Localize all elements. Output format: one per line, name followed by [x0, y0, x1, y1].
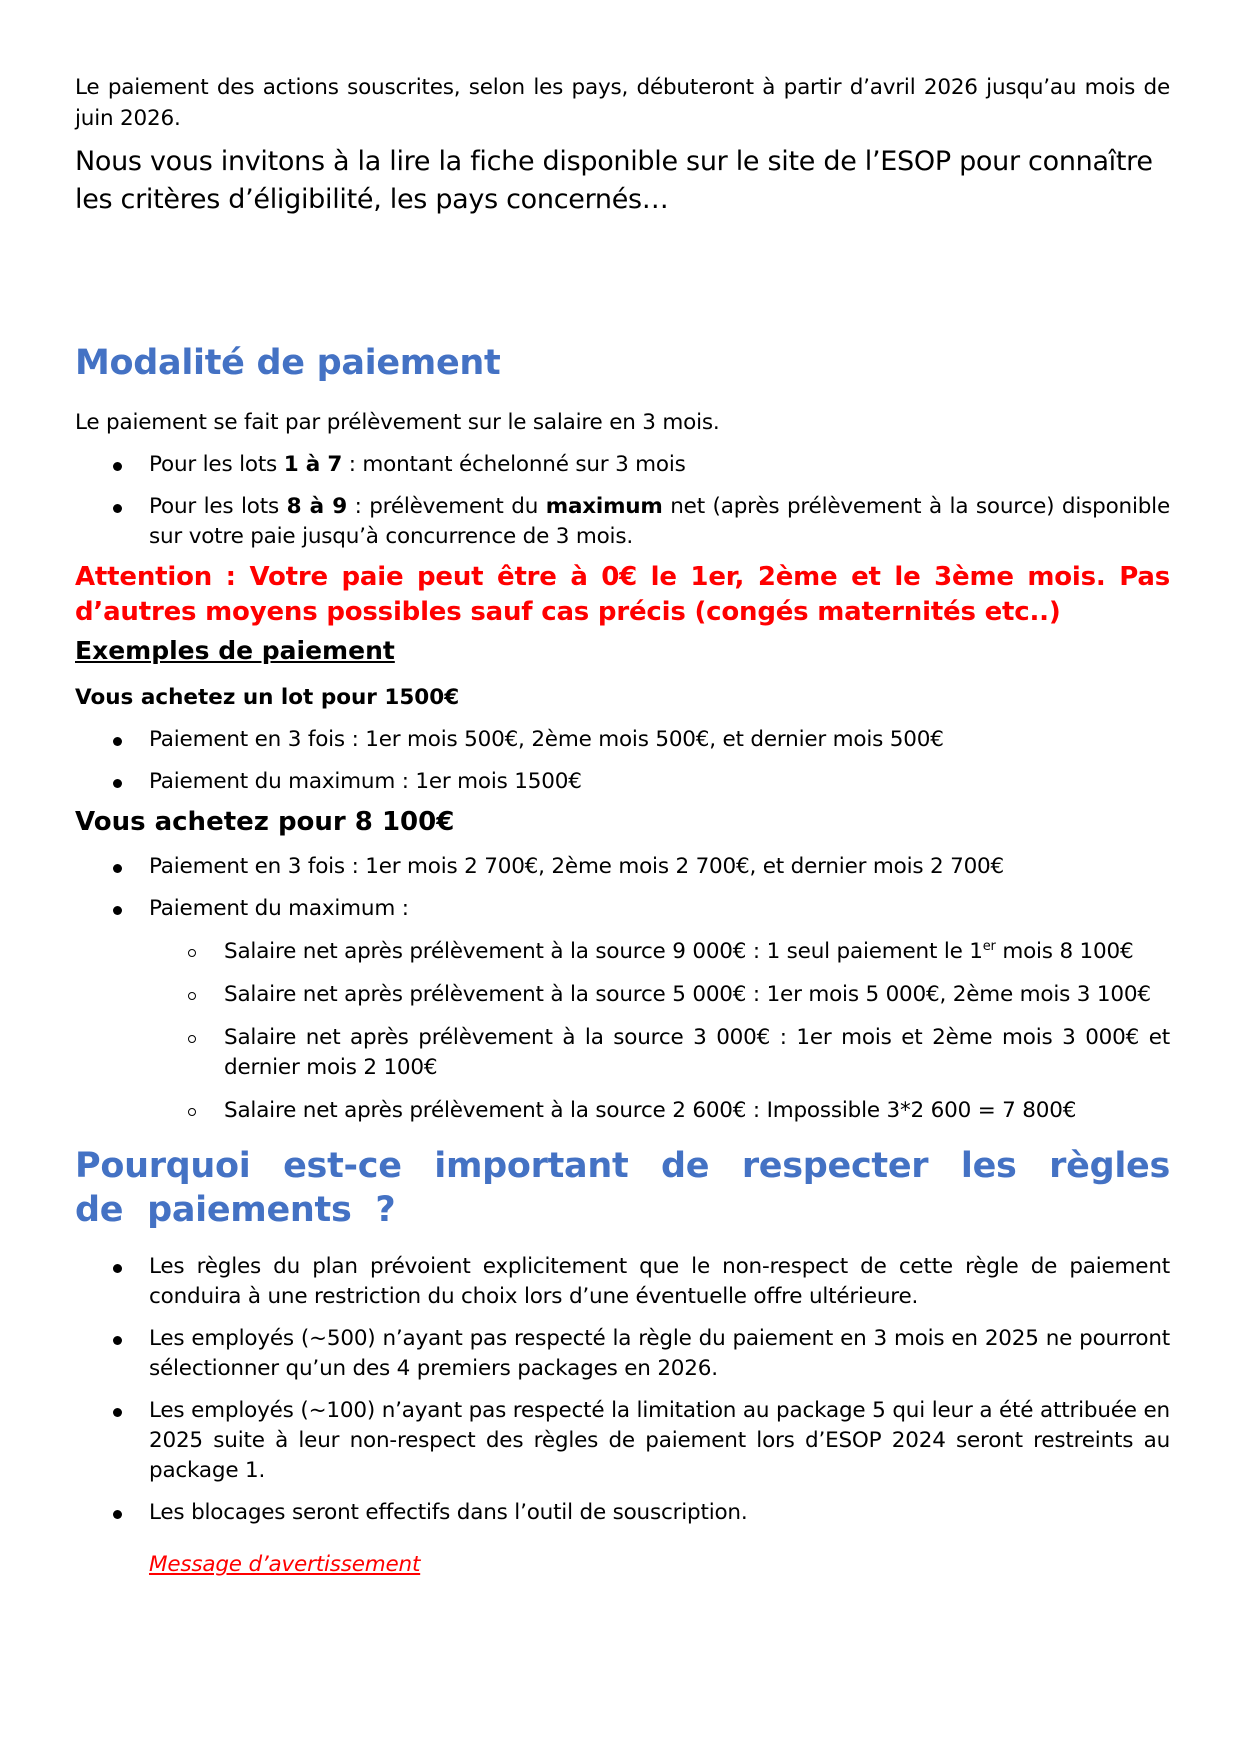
bullet-icon: [113, 864, 122, 873]
list-item: [75, 1396, 1170, 1486]
examples-title: Exemples de paiement: [75, 636, 395, 665]
bullet-icon: [113, 737, 122, 746]
bullet-text: : montant échelonné sur 3 mois: [342, 452, 686, 477]
bullet-icon: [113, 779, 122, 788]
bullet-text: Salaire net après prélèvement à la source 5 000€ : 1er mois 5 000€, 2ème mois 3 100€: [224, 982, 1151, 1007]
bullet-icon: [113, 906, 122, 915]
intro-paragraph: Le paiement des actions souscrites, selon les pays, débuteront à partir d’avril 2026 jusqu’au mois de juin 2026.: [75, 75, 1170, 131]
bullet-icon: [113, 1336, 122, 1345]
bullet-bold-text: 8 à 9: [286, 494, 347, 519]
bullet-text: Pour les lots: [149, 494, 287, 519]
bullet-text: net (après prélèvement à la source) disponible sur votre paie jusqu’à concurrence de 3 mois.: [149, 494, 1170, 549]
bullet-text: Les employés (~100) n’ayant pas respecté la limitation au package 5 qui leur a été attribuée en 2025 suite à leur non-respect des règles de paiement lors d’ESOP 2024 seront restreints au package 1.: [149, 1398, 1170, 1483]
bullet-icon: [113, 462, 122, 471]
superscript: er: [982, 938, 996, 954]
circle-bullet-icon: [188, 949, 196, 957]
bullet-icon: [113, 1264, 122, 1273]
example-case1-list: [75, 725, 1170, 797]
bullet-text: Paiement en 3 fois : 1er mois 2 700€, 2ème mois 2 700€, et dernier mois 2 700€: [149, 854, 1005, 879]
bullet-text: Paiement du maximum : 1er mois 1500€: [149, 769, 582, 794]
circle-bullet-icon: [188, 992, 196, 1000]
list-item: [75, 450, 1170, 480]
example-case1-title: Vous achetez un lot pour 1500€: [75, 685, 460, 710]
bullet-text: Les règles du plan prévoient explicitement que le non-respect de cette règle de paiement conduira à une restriction du choix lors d’une éventuelle offre ultérieure.: [149, 1254, 1170, 1309]
sub-list-item: [75, 1096, 1170, 1126]
bullet-bold-text: 1 à 7: [283, 452, 343, 477]
circle-bullet-icon: [188, 1108, 196, 1116]
bullet-text: Paiement du maximum :: [149, 896, 409, 921]
list-item: [75, 492, 1170, 552]
bullet-text: mois 8 100€: [995, 939, 1134, 964]
list-item: [75, 852, 1170, 882]
list-item: [75, 1498, 1170, 1528]
section-title-pourquoi: Pourquoi est-ce important de respecter les règles de paiements ?: [75, 1146, 1170, 1230]
list-item: [75, 767, 1170, 797]
pourquoi-bullet-list: [75, 1252, 1170, 1528]
bullet-text: Salaire net après prélèvement à la source 3 000€ : 1er mois et 2ème mois 3 000€ et dernier mois 2 100€: [224, 1025, 1170, 1080]
bullet-text: Salaire net après prélèvement à la source 9 000€ : 1 seul paiement le 1: [224, 939, 983, 964]
example-case2-title: Vous achetez pour 8 100€: [75, 807, 455, 837]
bullet-text: Salaire net après prélèvement à la source 2 600€ : Impossible 3*2 600 = 7 800€: [224, 1098, 1077, 1123]
bullet-bold-text: maximum: [545, 494, 663, 519]
document-page: [75, 72, 1170, 1580]
sub-list-item: [75, 1023, 1170, 1083]
invite-paragraph: Nous vous invitons à la lire la fiche disponible sur le site de l’ESOP pour connaître les critères d’éligibilité, les pays concernés…: [75, 146, 1153, 215]
modalite-intro: Le paiement se fait par prélèvement sur le salaire en 3 mois.: [75, 410, 720, 435]
bullet-icon: [113, 1408, 122, 1417]
attention-warning: Attention : Votre paie peut être à 0€ le 1er, 2ème et le 3ème mois. Pas d’autres moyens possibles sauf cas précis (congés maternités etc..): [75, 562, 1170, 627]
bullet-text: : prélèvement du: [346, 494, 546, 519]
list-item: [75, 725, 1170, 755]
list-item: [75, 1252, 1170, 1312]
example-case2-list: [75, 852, 1170, 1126]
circle-bullet-icon: [188, 1035, 196, 1043]
bullet-text: Les employés (~500) n’ayant pas respecté la règle du paiement en 3 mois en 2025 ne pourront sélectionner qu’un des 4 premiers packages en 2026.: [149, 1326, 1170, 1381]
bullet-text: Paiement en 3 fois : 1er mois 500€, 2ème mois 500€, et dernier mois 500€: [149, 727, 944, 752]
modalite-bullet-list: [75, 450, 1170, 552]
bullet-text: Pour les lots: [149, 452, 284, 477]
bullet-text: Les blocages seront effectifs dans l’outil de souscription.: [149, 1500, 748, 1525]
warning-message-link[interactable]: Message d’avertissement: [149, 1552, 421, 1577]
sub-list-item: [75, 937, 1170, 967]
section-title-modalite: Modalité de paiement: [75, 343, 501, 383]
list-item: [75, 1324, 1170, 1384]
sub-list-item: [75, 980, 1170, 1010]
list-item: [75, 894, 1170, 924]
bullet-icon: [113, 504, 122, 513]
bullet-icon: [113, 1510, 122, 1519]
